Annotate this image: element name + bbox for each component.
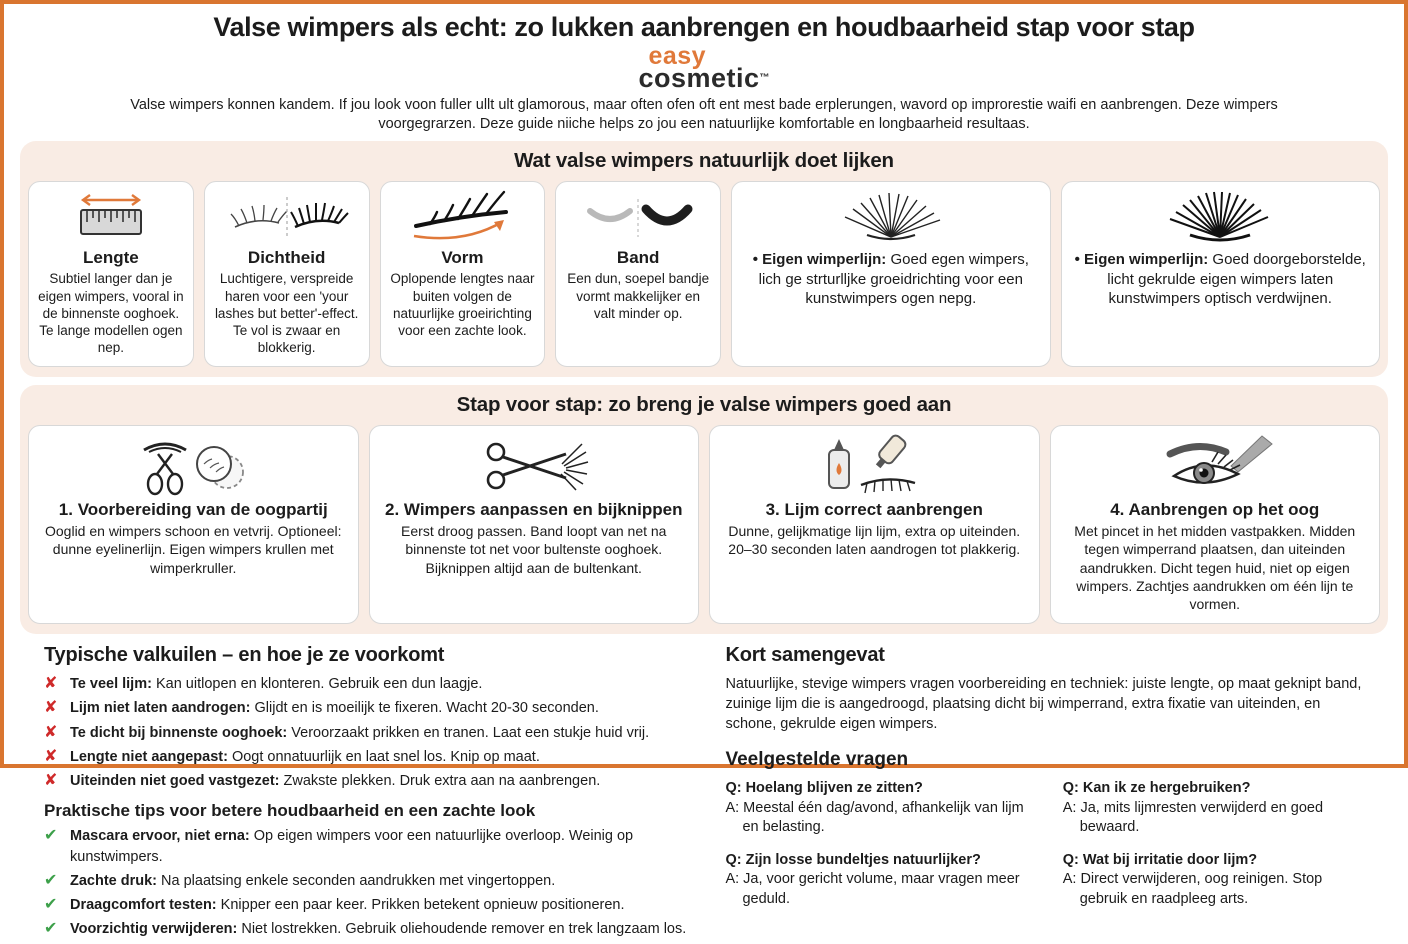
pitfall-item: ✘ Te veel lijm: Kan uitlopen en klonteren. Gebruik een dun laagje. [44,674,701,695]
features-section [20,141,1388,377]
steps-section-title: Stap voor stap: zo breng je valse wimpers goed aan [456,393,952,417]
faq-item [1063,779,1370,838]
feature-card-text: Goed egen wimpers, lich ge strturlljke groeidrichting voor een kunstwimpers ogen nepg. [758,251,1029,308]
step-card-4 [1050,425,1381,624]
step-card-title: 3. Lijm correct aanbrengen [765,500,983,520]
lash-line-sparse-icon [740,190,1041,246]
logo-easy-text: easy [648,42,707,70]
faq-item [725,851,1032,910]
pitfalls-title: Typische valkuilen – en hoe je ze voorkomt [44,644,445,667]
tip-item: ✔ Zachte druk: Na plaatsing enkele seconden aandrukken met vingertoppen. [44,871,701,892]
faq-answer: A: Direct verwijderen, oog reinigen. Stop gebruik en raadpleeg arts. [1062,871,1323,907]
feature-card-body: Luchtigere, verspreide haren voor een 'your lashes but better'-effect. Te vol is zwaar en blokkerig. [214,271,359,355]
check-mark-icon: ✔ [44,896,58,914]
features-section-title: Wat valse wimpers natuurlijk doet lijken [514,149,894,173]
pitfall-item: ✘ Lijm niet laten aandrogen: Glijdt en is moeilijk te fixeren. Wacht 20-30 seconden. [44,698,701,719]
x-mark-icon: ✘ [44,747,58,765]
check-mark-icon: ✔ [44,920,58,938]
lash-shape-icon [389,190,537,246]
feature-card-body [740,250,1041,309]
tip-item: ✔ Mascara ervoor, niet erna: Op eigen wimpers voor een natuurlijke overloop. Weinig op kunstwimpers. [44,827,634,865]
lash-curler-pads-icon [37,434,350,498]
feature-card-title: Dichtheid [247,248,326,268]
lash-band-icon [564,190,712,246]
pitfall-item: ✘ Lengte niet aangepast: Oogt onnatuurlijk en laat snel los. Knip op maat. [44,747,701,768]
steps-section [20,385,1388,634]
faq-answer: A: Ja, voor gericht volume, maar vragen meer geduld. [725,871,1020,907]
eye-tweezers-icon [1059,434,1372,498]
tips-title: Praktische tips voor betere houdbaarheid en een zachte look [44,801,536,821]
feature-card-wimperlijn-1 [731,181,1050,367]
feature-card-band [555,181,721,367]
feature-card-lead: • Eigen wimperlijn: [1074,251,1209,269]
easycosmetic-logo [638,42,770,93]
faq-question: Q: Hoelang blijven ze zitten? [725,780,923,797]
logo-cosmetic-text: cosmetic [638,63,760,93]
step-card-1 [28,425,359,624]
feature-card-lengte [28,181,194,367]
feature-card-lead: • Eigen wimperlijn: [752,251,887,269]
check-mark-icon: ✔ [44,827,58,845]
feature-card-wimperlijn-2 [1061,181,1380,367]
step-card-title: 1. Voorbereiding van de oogpartij [58,500,328,520]
intro-paragraph: Valse wimpers konnen kandem. If jou look voon fuller ullt ult glamorous, maar often ofen oft ent mest bade erplerungen, wavord op improrestie waifi en aanbrengen. Deze wimpers voorgegrarzen. Deze guide niiche helps zo jou een natuurlijke komfortable en longbaarheid resultaas. [130,96,1278,132]
faq-answer: A: Meestal één dag/avond, afhankelijk van lijm en belasting. [725,799,1024,836]
summary-body: Natuurlijke, stevige wimpers vragen voorbereiding en techniek: juiste lengte, op maat geknipt band, zuinige lijm die is aangedroogd, plaatsing dicht bij wimperrand, extra fixatie van uiteinden, en schone, gekrulde eigen wimpers. [725,676,1362,733]
pitfalls-list [44,674,701,792]
feature-card-body: Een dun, soepel bandje vormt makkelijker en valt minder op. [567,271,710,321]
step-card-2 [369,425,700,624]
faq-title: Veelgestelde vragen [725,749,909,771]
faq-question: Q: Kan ik ze hergebruiken? [1062,780,1251,797]
ruler-icon [37,190,185,246]
faq-question: Q: Wat bij irritatie door lijm? [1062,851,1258,868]
tip-item: ✔ Draagcomfort testen: Knipper een paar keer. Prikken betekent opnieuw positioneren. [44,895,701,916]
check-mark-icon: ✔ [44,871,58,889]
pitfalls-and-tips-column [44,644,701,944]
step-card-title: 4. Aanbrengen op het oog [1110,500,1320,520]
lash-density-icon [213,190,361,246]
pitfall-item: ✘ Te dicht bij binnenste ooghoek: Veroorzaakt prikken en tranen. Laat een stukje huid vrij. [44,723,701,744]
feature-card-body: Subtiel langer dan je eigen wimpers, vooral in de binnenste ooghoek. Te lange modellen ogen nep. [38,271,184,355]
step-card-title: 2. Wimpers aanpassen en bijknippen [385,500,683,520]
steps-card-row [28,425,1380,624]
feature-card-title: Vorm [441,248,484,268]
feature-card-text: Goed doorgeborstelde, licht gekrulde eigen wimpers laten kunstwimpers optisch verdwijnen. [1107,251,1366,308]
feature-card-body: Oplopende lengtes naar buiten volgen de natuurlijke groeirichting voor een zachte look. [390,271,535,338]
logo-trademark: ™ [759,72,770,84]
summary-and-faq-column [725,644,1370,944]
pitfall-item: ✘ Uiteinden niet goed vastgezet: Zwakste plekken. Druk extra aan na aanbrengen. [44,771,701,792]
glue-tube-icon [718,434,1031,498]
feature-card-vorm [380,181,546,367]
faq-grid [725,779,1370,909]
x-mark-icon: ✘ [44,772,58,790]
summary-title: Kort samengevat [725,644,885,667]
feature-card-dichtheid [204,181,370,367]
faq-item [725,779,1032,838]
scissors-icon [378,434,691,498]
step-card-body: Dunne, gelijkmatige lijn lijm, extra op uiteinden. 20–30 seconden laten aandrogen tot plakkerig. [728,523,1021,558]
faq-item [1063,851,1370,910]
faq-question: Q: Zijn losse bundeltjes natuurlijker? [725,851,981,868]
page-title: Valse wimpers als echt: zo lukken aanbrengen en houdbaarheid stap voor stap [213,12,1195,42]
step-card-body: Eerst droog passen. Band loopt van net na binnenste tot net voor bultenste ooghoek. Bijknippen altijd aan de bultenkant. [401,523,667,576]
bottom-section [44,644,1370,944]
lash-line-dense-icon [1070,190,1371,246]
feature-card-title: Lengte [83,248,139,268]
step-card-body: Ooglid en wimpers schoon en vetvrij. Optioneel: dunne eyelinerlijn. Eigen wimpers krullen met wimperkruller. [45,523,342,576]
tips-list [44,826,701,940]
x-mark-icon: ✘ [44,699,58,717]
tip-item: ✔ Voorzichtig verwijderen: Niet lostrekken. Gebruik oliehoudende remover en trek langzaam los. [44,919,701,940]
x-mark-icon: ✘ [44,723,58,741]
step-card-3 [709,425,1040,624]
features-card-row [28,181,1380,367]
feature-card-body [1070,250,1371,309]
step-card-body: Met pincet in het midden vastpakken. Midden tegen wimperrand plaatsen, dan uiteinden aandrukken. Dicht tegen huid, niet op eigen wimpers. Zachtjes aandrukken om één lijn te vormen. [1074,523,1356,612]
faq-answer: A: Ja, mits lijmresten verwijderd en goed bewaard. [1062,799,1324,836]
x-mark-icon: ✘ [44,675,58,693]
feature-card-title: Band [616,248,660,268]
